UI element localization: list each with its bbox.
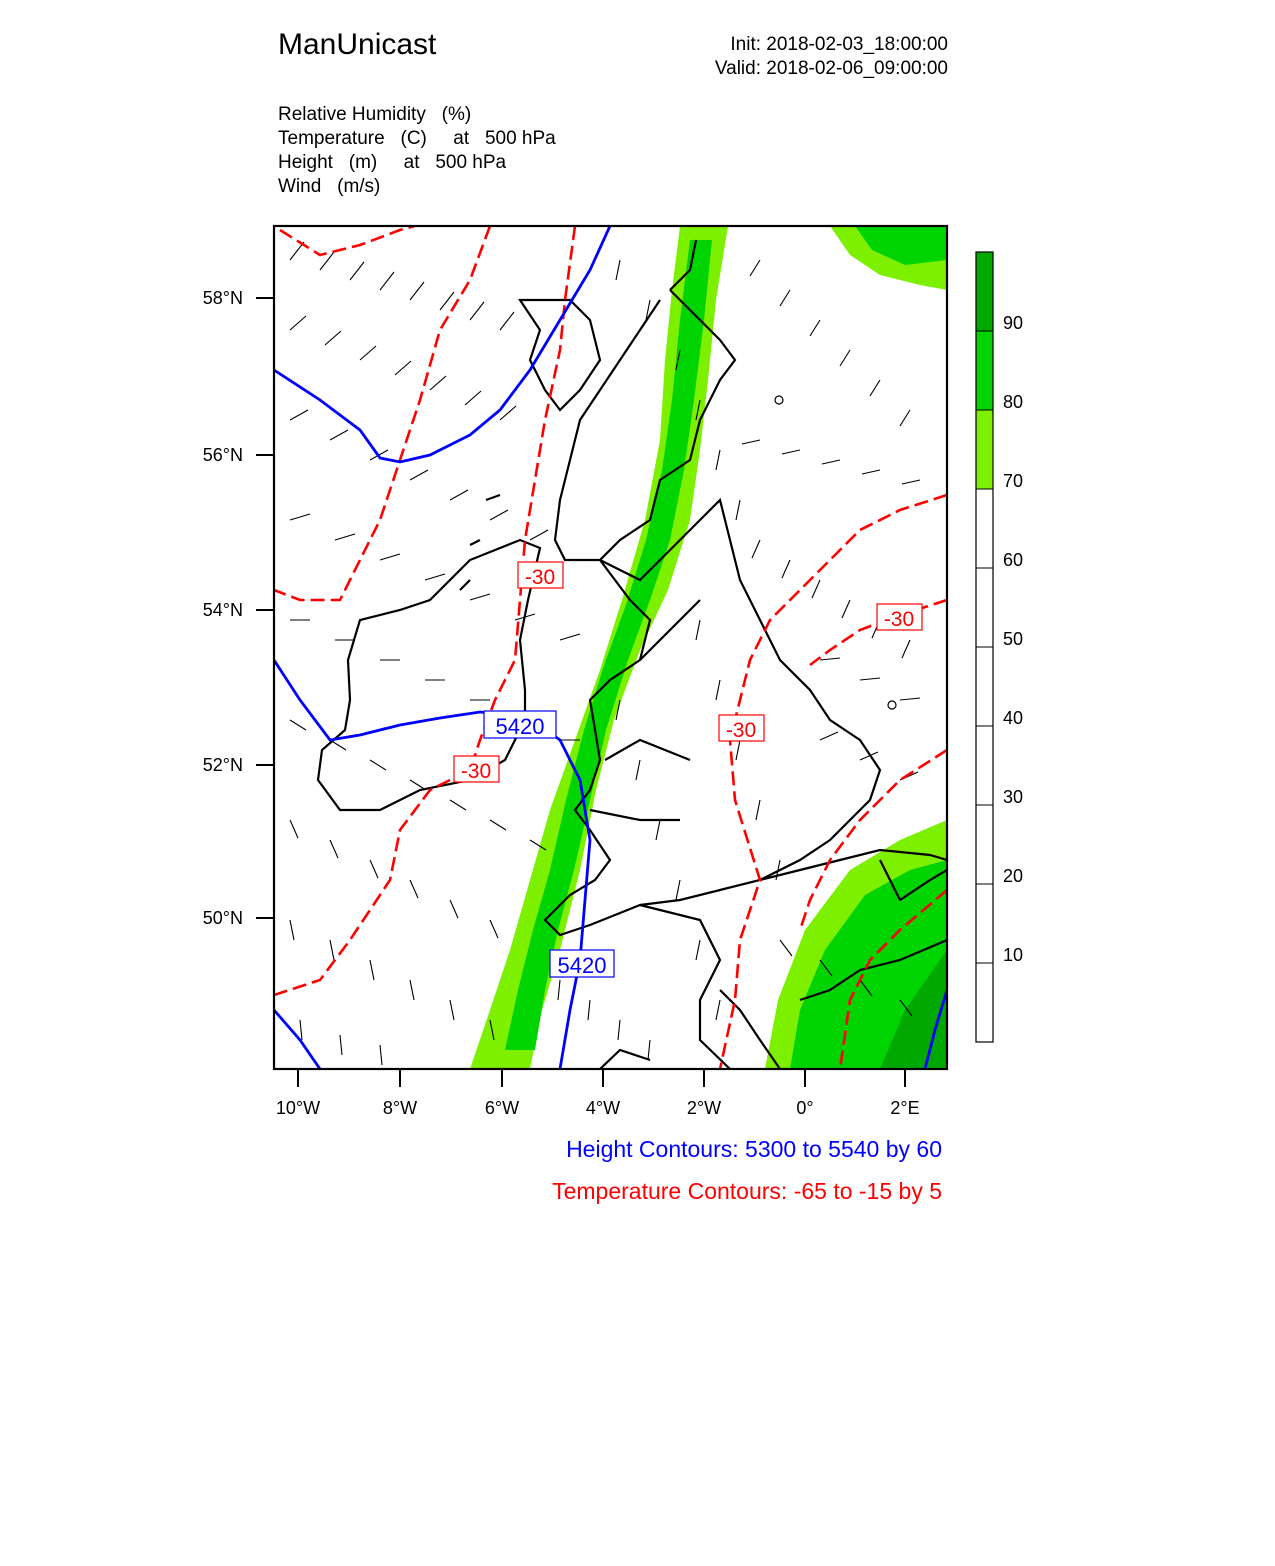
field-temperature-label: Temperature (C) at 500 hPa [278,128,556,149]
field-height-label: Height (m) at 500 hPa [278,152,507,173]
field-rh-label: Relative Humidity (%) [278,104,472,125]
lon-label-2e: 2°E [890,1098,920,1118]
colorbar-label-50: 50 [1003,629,1024,649]
lon-label-8w: 8°W [382,1098,418,1118]
lat-label-52n: 52°N [202,755,243,775]
field-wind-label: Wind (m/s) [278,176,381,197]
lat-label-56n: 56°N [202,445,243,465]
temperature-label-1: -30 [524,566,556,589]
height-label-2: 5420 [557,953,607,978]
colorbar-label-70: 70 [1003,471,1024,491]
colorbar-label-30: 30 [1003,787,1024,807]
valid-time: Valid: 2018-02-06_09:00:00 [714,58,948,79]
lon-label-10w: 10°W [275,1098,321,1118]
app-title: ManUnicast [278,28,437,61]
init-time: Init: 2018-02-03_18:00:00 [730,34,948,55]
colorbar-label-20: 20 [1003,866,1024,886]
colorbar-label-90: 90 [1003,313,1024,333]
colorbar [976,252,993,1042]
temperature-label-2: -30 [883,608,915,631]
temperature-label-3: -30 [725,719,757,742]
temperature-label-4: -30 [460,760,492,783]
height-contours-caption: Height Contours: 5300 to 5540 by 60 [566,1136,942,1162]
lat-label-50n: 50°N [202,908,243,928]
colorbar-label-60: 60 [1003,550,1024,570]
lon-label-4w: 4°W [585,1098,621,1118]
colorbar-label-10: 10 [1003,945,1024,965]
lat-label-54n: 54°N [202,600,243,620]
colorbar-label-40: 40 [1003,708,1024,728]
lon-label-0: 0° [796,1098,814,1118]
height-label-1: 5420 [495,714,545,739]
lon-label-6w: 6°W [484,1098,520,1118]
lon-label-2w: 2°W [686,1098,722,1118]
temperature-contours-caption: Temperature Contours: -65 to -15 by 5 [552,1178,942,1204]
colorbar-label-80: 80 [1003,392,1024,412]
lat-label-58n: 58°N [202,288,243,308]
